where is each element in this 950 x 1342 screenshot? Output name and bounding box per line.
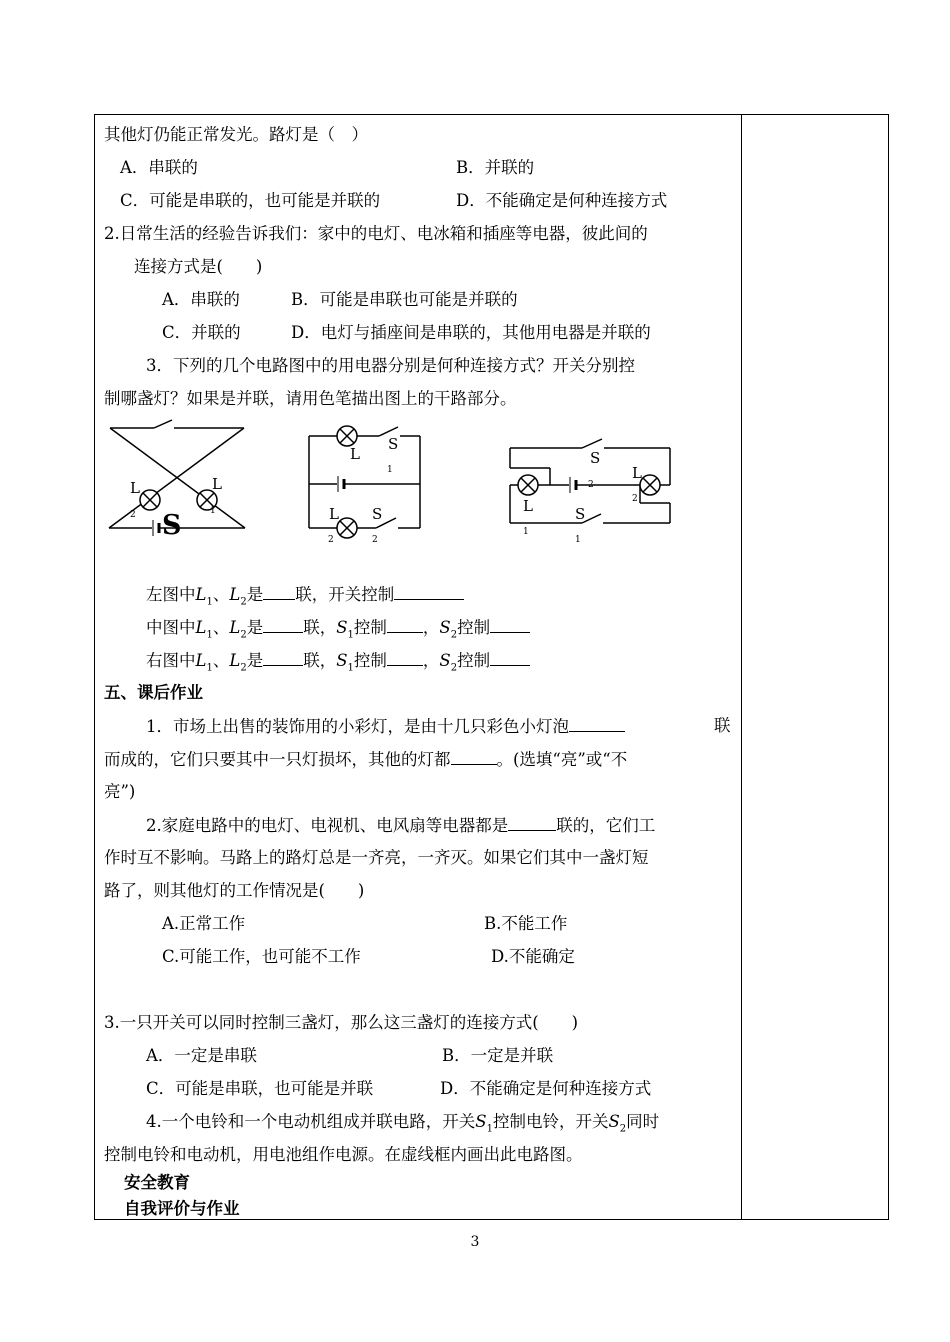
blank[interactable] (569, 715, 625, 732)
hw1-line1-end: 联 (714, 716, 731, 735)
blank[interactable] (394, 583, 464, 600)
hw3-line1: 3.一只开关可以同时控制三盏灯，那么这三盏灯的连接方式( ) (104, 1013, 579, 1032)
circuit-mid-l2-sub: 2 (328, 535, 334, 545)
eval-title: 自我评价与作业 (124, 1199, 240, 1218)
circuit-left-l1-sub: 1 (210, 506, 216, 516)
blank[interactable] (263, 616, 303, 633)
blank[interactable] (508, 814, 556, 831)
q3-line1: 3．下列的几个电路图中的用电器分别是何种连接方式？开关分别控 (146, 356, 635, 375)
q2-option-d: D．电灯与插座间是串联的，其他用电器是并联的 (291, 323, 651, 342)
hw2-option-d: D.不能确定 (491, 947, 575, 966)
circuit-mid-s2-sub: 2 (372, 535, 378, 545)
circuit-right-l1-sub: 1 (523, 527, 529, 537)
hw1-line2: 而成的，它们只要其中一只灯损坏，其他的灯都 。(选填“亮”或“不 (104, 750, 628, 769)
hw2-line2: 作时互不影响。马路上的路灯总是一齐亮，一齐灭。如果它们其中一盏灯短 (104, 848, 649, 867)
page-number: 3 (470, 1234, 480, 1250)
safety-title: 安全教育 (124, 1173, 190, 1192)
blank[interactable] (387, 649, 423, 666)
circuit-right-l2-label: L (632, 464, 642, 482)
circuit-right-l2-sub: 2 (632, 494, 638, 504)
q2-option-b: B．可能是串联也可能是并联的 (291, 290, 518, 309)
q-prev-tail: 其他灯仍能正常发光。路灯是（ ） (104, 125, 368, 144)
q2-option-c: C．并联的 (162, 323, 241, 342)
blank[interactable] (490, 616, 530, 633)
q3-line2: 制哪盏灯？如果是并联，请用色笔描出图上的干路部分。 (104, 389, 517, 408)
section-title: 五、课后作业 (104, 683, 203, 702)
hw2-option-b: B.不能工作 (484, 914, 568, 933)
circuit-right-l1-label: L (523, 497, 533, 515)
hw2-option-c: C.可能工作，也可能不工作 (162, 947, 361, 966)
blank[interactable] (451, 748, 497, 765)
circuit-right-batt-sub: 2 (588, 480, 594, 490)
circuit-left-l2-sub: 2 (130, 510, 136, 520)
q-prev-option-b: B．并联的 (456, 158, 535, 177)
circuit-right-s1-label: S (575, 505, 586, 523)
hw3-option-c: C．可能是串联，也可能是并联 (146, 1079, 374, 1098)
circuit-mid-s1-label: S (388, 435, 399, 453)
column-divider (741, 114, 742, 1220)
hw4-line1: 4.一个电铃和一个电动机组成并联电路，开关$S_1$控制电铃，开关$S_2$同时 (146, 1112, 660, 1135)
hw1-line1: 1．市场上出售的装饰用的小彩灯，是由十几只彩色小灯泡 (146, 715, 625, 738)
hw2-line1: 2.家庭电路中的电灯、电视机、电风扇等电器都是 联的，它们工 (146, 816, 656, 835)
blank[interactable] (490, 649, 530, 666)
circuit-diagrams (104, 415, 684, 555)
hw2-option-a: A.正常工作 (162, 914, 246, 933)
hw1-line3: 亮”) (104, 782, 136, 801)
fill-left: 左图中$L_1$、$L_2$是 联，开关控制 (146, 583, 464, 613)
q-prev-option-c: C．可能是串联的，也可能是并联的 (120, 191, 381, 210)
circuit-mid-s1-sub: 1 (387, 465, 393, 475)
circuit-left-switch-label: S (162, 510, 182, 541)
fill-mid: 中图中$L_1$、$L_2$是 联，$S_1$控制 ，$S_2$控制 (146, 616, 530, 646)
hw4-line2: 控制电铃和电动机，用电池组作电源。在虚线框内画出此电路图。 (104, 1145, 583, 1164)
circuit-right-s2-label: S (590, 449, 601, 467)
blank[interactable] (263, 583, 295, 600)
fill-right: 右图中$L_1$、$L_2$是 联，$S_1$控制 ，$S_2$控制 (146, 649, 530, 679)
circuit-mid (309, 426, 420, 538)
q2-line1: 2.日常生活的经验告诉我们：家中的电灯、电冰箱和插座等电器，彼此间的 (104, 224, 648, 243)
hw3-option-d: D．不能确定是何种连接方式 (440, 1079, 652, 1098)
circuit-left-l1-label: L (212, 475, 222, 493)
circuit-mid-l1-label: L (350, 445, 360, 463)
circuit-mid-s2-label: S (372, 505, 383, 523)
hw3-option-a: A．一定是串联 (146, 1046, 257, 1065)
hw2-line3: 路了，则其他灯的工作情况是( ) (104, 881, 365, 900)
q-prev-option-d: D．不能确定是何种连接方式 (456, 191, 668, 210)
circuit-left-l2-label: L (130, 479, 140, 497)
circuit-mid-l2-label: L (329, 505, 339, 523)
blank[interactable] (387, 616, 423, 633)
q2-line2: 连接方式是( ) (134, 257, 263, 276)
blank[interactable] (263, 649, 303, 666)
q2-option-a: A．串联的 (162, 290, 240, 309)
hw3-option-b: B．一定是并联 (442, 1046, 554, 1065)
q-prev-option-a: A．串联的 (120, 158, 198, 177)
circuit-right-s1-sub: 1 (575, 535, 581, 545)
